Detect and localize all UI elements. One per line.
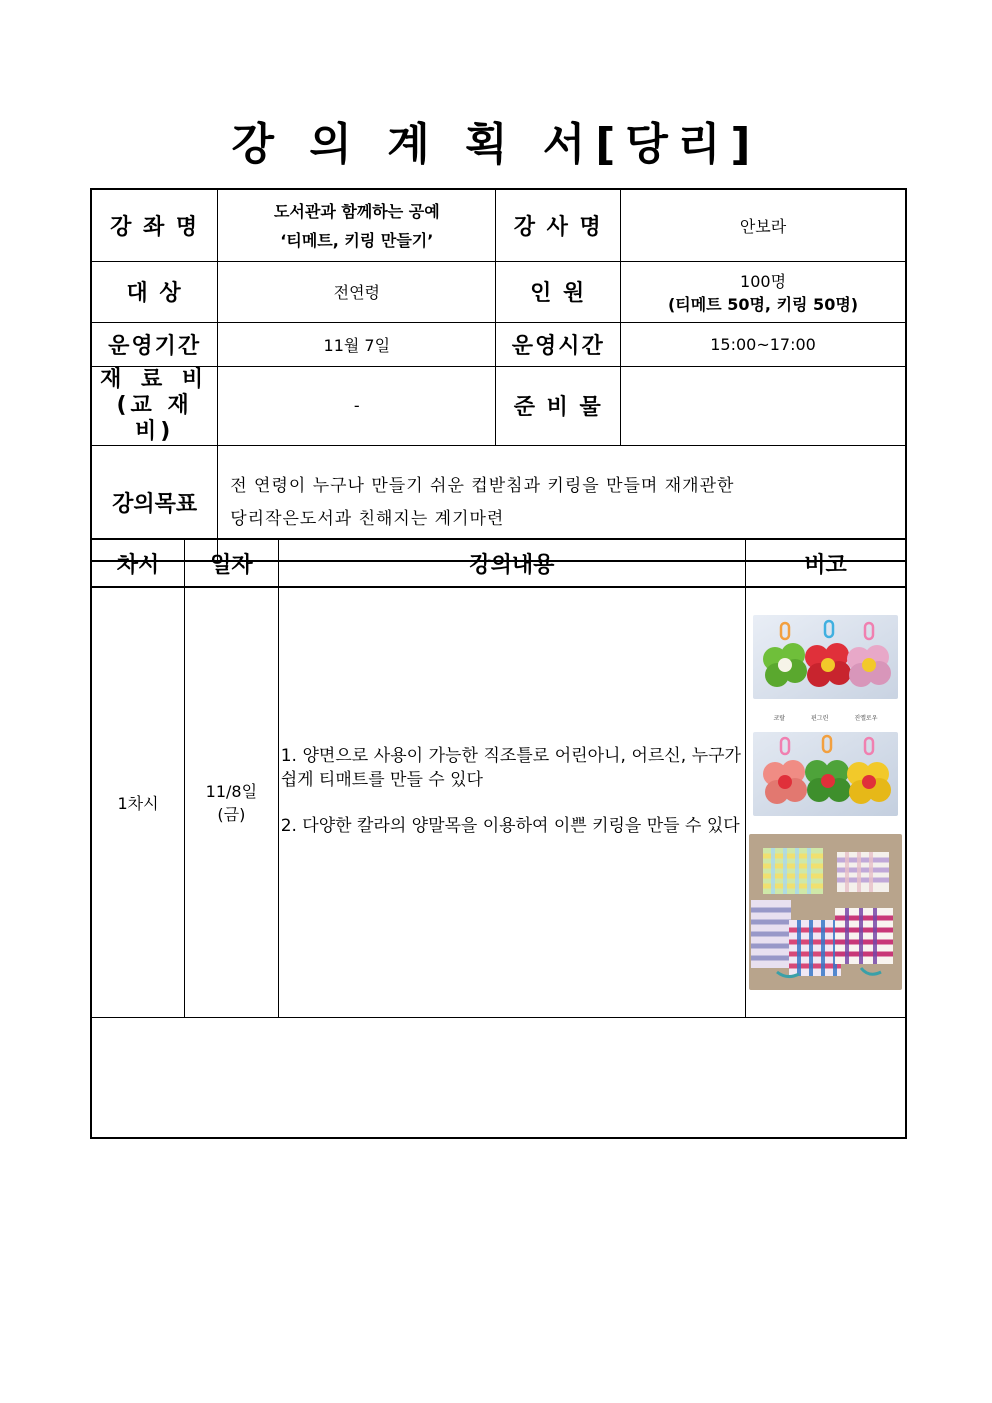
time-value: 15:00~17:00 <box>621 322 906 366</box>
instructor-value: 안보라 <box>621 189 906 261</box>
header-content: 강의내용 <box>278 539 745 587</box>
goal-line1: 전 연령이 누구나 만들기 쉬운 컵받침과 키링을 만들며 재개관한 <box>230 475 735 496</box>
green-flower-icon-2 <box>805 760 851 802</box>
header-session: 차시 <box>91 539 185 587</box>
target-value: 전연령 <box>218 261 496 322</box>
empty-footer-row <box>91 1017 906 1138</box>
prep-label: 준 비 물 <box>496 366 621 445</box>
yellow-flower-icon <box>847 762 891 804</box>
content-cell <box>278 587 745 1017</box>
people-label: 인 원 <box>496 261 621 322</box>
header-date: 일자 <box>185 539 279 587</box>
prep-value <box>621 366 906 445</box>
woven-mat-icon-3 <box>751 900 791 968</box>
header-note: 비고 <box>745 539 906 587</box>
note-cell <box>745 587 906 1017</box>
fee-label-line1: 재 료 비 <box>100 366 210 392</box>
tea-mat-photo <box>749 834 902 990</box>
target-label: 대 상 <box>91 261 218 322</box>
keyring-photo-2 <box>753 732 898 816</box>
pink-flower-icon <box>847 645 891 687</box>
fee-label <box>91 366 218 445</box>
course-name-value <box>218 189 496 261</box>
woven-mat-icon-5 <box>835 908 893 964</box>
red-flower-icon <box>805 643 851 687</box>
fee-label-line2: (교 재 비) <box>116 392 193 444</box>
date-line1: 11/8일 <box>205 782 258 802</box>
content-item-1: 1. 양면으로 사용이 가능한 직조틀로 어린아니, 어르신, 누구가 쉽게 티매트를 만들 수 있다 <box>280 746 741 791</box>
people-total: 100명 <box>740 271 787 291</box>
goal-line2: 당리작은도서과 친해지는 계기마련 <box>230 508 505 529</box>
date-line2: (금) <box>217 805 246 825</box>
color-label-green: 핀그린 <box>810 714 829 722</box>
people-detail: (티메트 50명, 키링 50명) <box>667 294 859 314</box>
people-value <box>621 261 906 322</box>
time-label: 운영시간 <box>496 322 621 366</box>
period-label: 운영기간 <box>91 322 218 366</box>
course-name-line1: 도서관과 함께하는 공예 <box>273 202 440 222</box>
color-label-coral: 코랄 <box>773 714 786 722</box>
session-cell: 1차시 <box>91 587 185 1017</box>
course-name-line2: ‘티메트, 키링 만들기’ <box>280 231 434 251</box>
color-labels <box>760 713 890 722</box>
fee-value: - <box>218 366 496 445</box>
woven-mat-icon-2 <box>837 852 889 892</box>
course-info-table <box>90 188 907 562</box>
date-cell <box>185 587 279 1017</box>
schedule-table <box>90 538 907 1139</box>
keyring-photo-1 <box>753 615 898 699</box>
woven-mat-icon-1 <box>763 848 823 894</box>
content-item-2: 2. 다양한 칼라의 양말목을 이용하여 이쁜 키링을 만들 수 있다 <box>280 816 740 837</box>
period-value: 11월 7일 <box>218 322 496 366</box>
color-label-yellow: 진옐로우 <box>854 714 878 722</box>
green-flower-icon <box>763 643 807 687</box>
coral-flower-icon <box>763 760 807 804</box>
goal-label: 강의목표 <box>91 445 218 561</box>
woven-mat-icon-4 <box>789 920 841 976</box>
page-title: 강 의 계 획 서[당리] <box>231 119 761 170</box>
instructor-label: 강 사 명 <box>496 189 621 261</box>
course-name-label: 강 좌 명 <box>91 189 218 261</box>
